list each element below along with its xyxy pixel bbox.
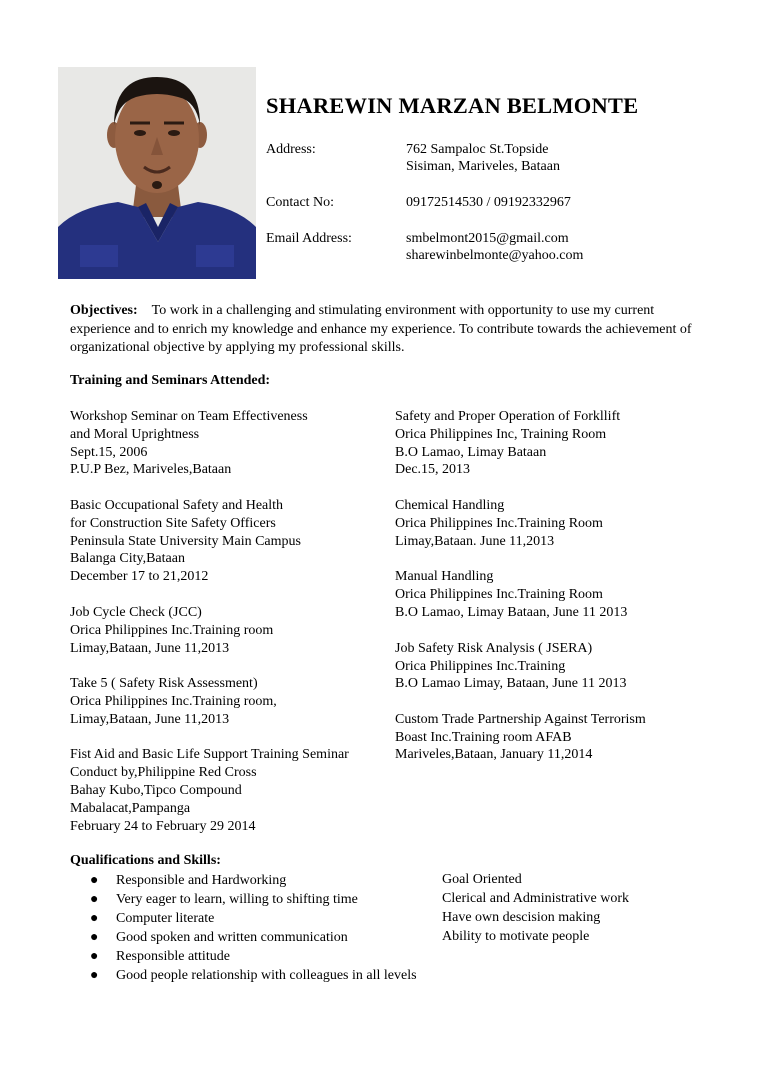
address-label: Address: xyxy=(266,142,316,157)
training-right-line: Orica Philippines Inc.Training Room xyxy=(395,587,603,602)
bullet-icon: ● xyxy=(90,968,99,983)
objectives-text: To work in a challenging and stimulating environment with opportunity to use my current experience and to enrich my knowledge and enhance my experience. To contribute towards the achievement of organizational objective by applying my professional skills. xyxy=(70,303,692,355)
skill-left: Responsible attitude xyxy=(116,949,230,964)
skill-left: Good spoken and written communication xyxy=(116,930,348,945)
training-right-line: Chemical Handling xyxy=(395,498,505,513)
training-left-line: Conduct by,Philippine Red Cross xyxy=(70,765,257,780)
bullet-icon: ● xyxy=(90,873,99,888)
skill-left: Computer literate xyxy=(116,911,215,926)
training-left-line: Bahay Kubo,Tipco Compound xyxy=(70,783,242,798)
training-left-line: P.U.P Bez, Mariveles,Bataan xyxy=(70,462,232,477)
bullet-icon: ● xyxy=(90,930,99,945)
training-right-line: Orica Philippines Inc.Training xyxy=(395,659,566,674)
skills-heading: Qualifications and Skills: xyxy=(70,853,221,868)
objectives-label: Objectives: xyxy=(70,303,138,318)
training-left-line: for Construction Site Safety Officers xyxy=(70,516,276,531)
address-line-2: Sisiman, Mariveles, Bataan xyxy=(406,159,560,174)
training-right-line: Custom Trade Partnership Against Terrorism xyxy=(395,712,646,727)
training-right-line: Orica Philippines Inc, Training Room xyxy=(395,427,607,442)
bullet-icon: ● xyxy=(90,892,99,907)
email-label: Email Address: xyxy=(266,231,352,246)
contact-label: Contact No: xyxy=(266,195,335,210)
training-right-line: Dec.15, 2013 xyxy=(395,462,471,477)
training-left-line: Orica Philippines Inc.Training room xyxy=(70,623,274,638)
skill-right: Goal Oriented xyxy=(442,872,522,887)
email-1: smbelmont2015@gmail.com xyxy=(406,231,569,246)
training-left-line: December 17 to 21,2012 xyxy=(70,569,209,584)
skill-right: Clerical and Administrative work xyxy=(442,891,630,906)
skill-left: Responsible and Hardworking xyxy=(116,873,287,888)
training-left-line: Take 5 ( Safety Risk Assessment) xyxy=(70,676,258,691)
address-line-1: 762 Sampaloc St.Topside xyxy=(406,142,549,157)
contact-value: 09172514530 / 09192332967 xyxy=(406,195,571,210)
person-portrait-icon xyxy=(58,67,256,279)
profile-photo xyxy=(58,67,256,279)
training-left-line: Orica Philippines Inc.Training room, xyxy=(70,694,277,709)
skill-right: Ability to motivate people xyxy=(442,929,590,944)
skill-left: Good people relationship with colleagues in all levels xyxy=(116,968,417,983)
training-left-line: Job Cycle Check (JCC) xyxy=(70,605,202,620)
email-2: sharewinbelmonte@yahoo.com xyxy=(406,248,584,263)
candidate-name: SHAREWIN MARZAN BELMONTE xyxy=(266,93,639,118)
training-left-line: and Moral Uprightness xyxy=(70,427,200,442)
training-left-line: Basic Occupational Safety and Health xyxy=(70,498,284,513)
skill-right: Have own descision making xyxy=(442,910,601,925)
training-left-line: Limay,Bataan, June 11,2013 xyxy=(70,712,230,727)
training-right-line: B.O Lamao Limay, Bataan, June 11 2013 xyxy=(395,676,627,691)
training-left-line: Balanga City,Bataan xyxy=(70,551,185,566)
training-right-line: B.O Lamao, Limay Bataan, June 11 2013 xyxy=(395,605,628,620)
training-left-line: Fist Aid and Basic Life Support Training Seminar xyxy=(70,747,349,762)
training-left-line: Limay,Bataan, June 11,2013 xyxy=(70,641,230,656)
training-left-line: Mabalacat,Pampanga xyxy=(70,801,191,816)
training-right-line: Manual Handling xyxy=(395,569,494,584)
bullet-icon: ● xyxy=(90,911,99,926)
training-right-line: Safety and Proper Operation of Forkllift xyxy=(395,409,621,424)
training-heading: Training and Seminars Attended: xyxy=(70,373,271,388)
bullet-icon: ● xyxy=(90,949,99,964)
training-right-line: Job Safety Risk Analysis ( JSERA) xyxy=(395,641,593,656)
objectives-paragraph xyxy=(70,302,700,358)
skill-left: Very eager to learn, willing to shifting time xyxy=(116,892,358,907)
training-right-line: Limay,Bataan. June 11,2013 xyxy=(395,534,555,549)
training-right-line: Orica Philippines Inc.Training Room xyxy=(395,516,603,531)
training-left-line: Peninsula State University Main Campus xyxy=(70,534,301,549)
training-left-line: Sept.15, 2006 xyxy=(70,445,148,460)
training-left-line: Workshop Seminar on Team Effectiveness xyxy=(70,409,308,424)
training-right-line: Mariveles,Bataan, January 11,2014 xyxy=(395,747,593,762)
training-left-line: February 24 to February 29 2014 xyxy=(70,819,256,834)
training-right-line: B.O Lamao, Limay Bataan xyxy=(395,445,547,460)
training-right-line: Boast Inc.Training room AFAB xyxy=(395,730,572,745)
